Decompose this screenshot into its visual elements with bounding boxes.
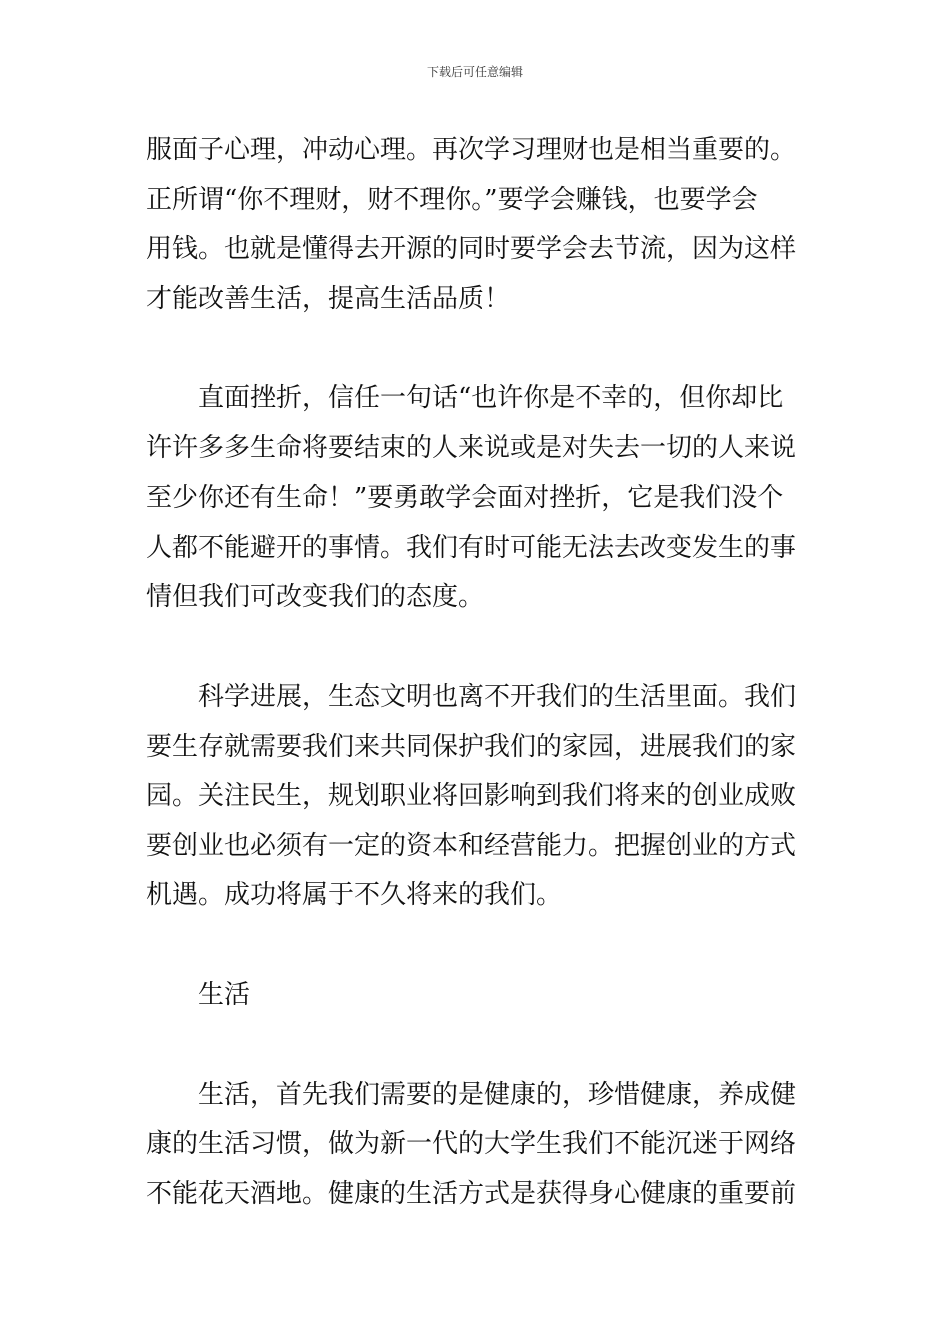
text-line: 用钱。也就是懂得去开源的同时要学会去节流，因为这样 <box>146 234 797 264</box>
text-line: 许许多多生命将要结束的人来说或是对失去一切的人来说 <box>146 433 797 463</box>
section-heading: 生活 <box>198 980 251 1010</box>
page-header-note: 下载后可任意编辑 <box>426 65 523 79</box>
text-line: 要生存就需要我们来共同保护我们的家园，进展我们的家 <box>146 732 797 762</box>
text-line: 正所谓“你不理财，财不理你。”要学会赚钱，也要学会 <box>146 185 758 215</box>
text-line: 康的生活习惯，做为新一代的大学生我们不能沉迷于网络 <box>146 1129 797 1159</box>
paragraph-first-line: 生活，首先我们需要的是健康的，珍惜健康，养成健 <box>198 1080 797 1110</box>
text-line: 人都不能避开的事情。我们有时可能无法去改变发生的事 <box>146 533 797 563</box>
text-line: 要创业也必须有一定的资本和经营能力。把握创业的方式 <box>146 831 797 861</box>
text-line: 至少你还有生命！”要勇敢学会面对挫折，它是我们没个 <box>146 483 784 513</box>
text-line: 服面子心理，冲动心理。再次学习理财也是相当重要的。 <box>146 135 797 165</box>
text-line: 园。关注民生，规划职业将回影响到我们将来的创业成败 <box>146 781 797 811</box>
paragraph-first-line: 科学进展，生态文明也离不开我们的生活里面。我们 <box>198 682 797 712</box>
text-line: 机遇。成功将属于不久将来的我们。 <box>146 880 563 910</box>
paragraph-first-line: 直面挫折，信任一句话“也许你是不幸的，但你却比 <box>198 383 784 413</box>
text-line: 情但我们可改变我们的态度。 <box>146 582 485 612</box>
text-line: 不能花天酒地。健康的生活方式是获得身心健康的重要前 <box>146 1179 797 1209</box>
text-line: 才能改善生活，提高生活品质！ <box>146 284 511 314</box>
